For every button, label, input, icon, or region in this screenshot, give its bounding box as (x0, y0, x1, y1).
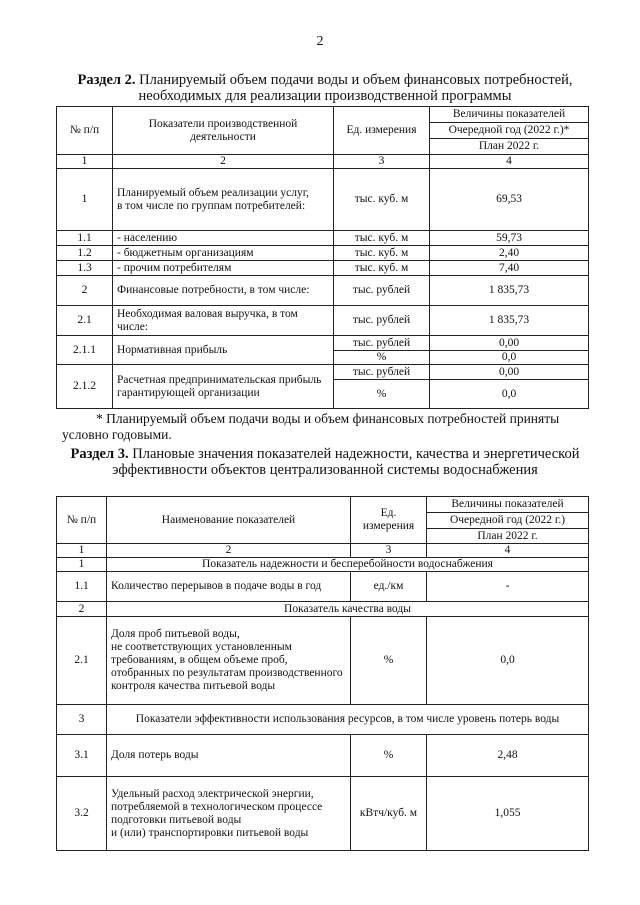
row-unit: кВтч/куб. м (351, 777, 427, 851)
row-unit: % (351, 617, 427, 705)
row-num: 2.1.2 (57, 365, 113, 409)
section-2-title-bold: Раздел 2. (77, 72, 136, 88)
col-number-4: 4 (430, 155, 589, 169)
table-row (57, 572, 589, 602)
group-title: Показатель надежности и бесперебойности водоснабжения (107, 558, 589, 572)
col-number-4: 4 (427, 544, 589, 558)
row-unit: тыс. куб. м (334, 246, 430, 261)
header-values: Величины показателей (430, 107, 589, 123)
table-row (57, 261, 589, 276)
col-number-2: 2 (113, 155, 334, 169)
col-number-3: 3 (351, 544, 427, 558)
table-row (57, 231, 589, 246)
table-row (57, 306, 589, 336)
header-num: № п/п (57, 497, 107, 544)
row-value: 0,00 (430, 365, 589, 380)
row-num: 2.1 (57, 617, 107, 705)
row-unit: тыс. рублей (334, 306, 430, 336)
header-unit: Ед. измерения (351, 497, 427, 544)
indicators-table (56, 496, 589, 851)
group-row (57, 602, 589, 617)
group-num: 3 (57, 705, 107, 735)
row-value: 1,055 (427, 777, 589, 851)
header-year: Очередной год (2022 г.) (427, 513, 589, 529)
section-2-title (40, 72, 610, 104)
row-name: Расчетная предпринимательская прибыль гарантирующей организации (113, 365, 334, 409)
header-indicator: Наименование показателей (107, 497, 351, 544)
row-value: 59,73 (430, 231, 589, 246)
header-plan: План 2022 г. (427, 529, 589, 544)
row-unit: тыс. рублей (334, 276, 430, 306)
row-num: 2 (57, 276, 113, 306)
col-number-1: 1 (57, 544, 107, 558)
row-value: 0,00 (430, 336, 589, 351)
row-num: 1.2 (57, 246, 113, 261)
header-plan: План 2022 г. (430, 139, 589, 155)
row-name: Доля проб питьевой воды, не соответствующих установленным требованиям, в общем объеме проб, отобранных по результатам производственного контроля качества питьевой воды (107, 617, 351, 705)
row-num: 3.2 (57, 777, 107, 851)
row-value: 0,0 (427, 617, 589, 705)
col-number-1: 1 (57, 155, 113, 169)
table-row (57, 246, 589, 261)
row-unit: % (334, 351, 430, 365)
header-year: Очередной год (2022 г.)* (430, 123, 589, 139)
row-unit: тыс. рублей (334, 365, 430, 380)
row-num: 1 (57, 169, 113, 231)
group-title: Показатели эффективности использования ресурсов, в том числе уровень потерь воды (107, 705, 589, 735)
row-name: Нормативная прибыль (113, 336, 334, 365)
section-2-title-text: Планируемый объем подачи воды и объем финансовых потребностей, необходимых для реализации производственной программы (135, 72, 573, 104)
row-value: 0,0 (430, 380, 589, 409)
table-row (57, 735, 589, 777)
row-value: 2,48 (427, 735, 589, 777)
group-num: 1 (57, 558, 107, 572)
row-name: - населению (113, 231, 334, 246)
table-row (57, 169, 589, 231)
table-row (57, 617, 589, 705)
section-3-title-bold: Раздел 3. (70, 446, 129, 462)
header-num: № п/п (57, 107, 113, 155)
row-unit: тыс. куб. м (334, 169, 430, 231)
section-3-title-text: Плановые значения показателей надежности, качества и энергетической эффективности объектов централизованной системы водоснабжения (112, 446, 580, 478)
table-row (57, 336, 589, 351)
row-value: 1 835,73 (430, 306, 589, 336)
row-unit: тыс. куб. м (334, 231, 430, 246)
table-row (57, 777, 589, 851)
row-unit: тыс. рублей (334, 336, 430, 351)
col-number-2: 2 (107, 544, 351, 558)
row-num: 1.1 (57, 231, 113, 246)
row-value: 69,53 (430, 169, 589, 231)
group-row (57, 558, 589, 572)
production-program-table (56, 106, 589, 409)
row-unit: % (351, 735, 427, 777)
header-indicator: Показатели производственной деятельности (113, 107, 334, 155)
header-values: Величины показателей (427, 497, 589, 513)
row-unit: тыс. куб. м (334, 261, 430, 276)
row-name: Удельный расход электрической энергии, потребляемой в технологическом процессе подготовки питьевой воды и (или) транспортировки питьевой воды (107, 777, 351, 851)
row-name: Планируемый объем реализации услуг, в том числе по группам потребителей: (113, 169, 334, 231)
footnote: * Планируемый объем подачи воды и объем финансовых потребностей приняты условно годовыми. (62, 411, 560, 442)
row-value: - (427, 572, 589, 602)
col-number-3: 3 (334, 155, 430, 169)
page-number: 2 (316, 34, 324, 49)
row-unit: ед./км (351, 572, 427, 602)
row-num: 2.1 (57, 306, 113, 336)
row-name: Доля потерь воды (107, 735, 351, 777)
header-unit: Ед. измерения (334, 107, 430, 155)
row-value: 2,40 (430, 246, 589, 261)
group-title: Показатель качества воды (107, 602, 589, 617)
row-num: 1.3 (57, 261, 113, 276)
section-3-title (40, 446, 610, 478)
row-value: 1 835,73 (430, 276, 589, 306)
row-name: - прочим потребителям (113, 261, 334, 276)
row-num: 1.1 (57, 572, 107, 602)
row-num: 2.1.1 (57, 336, 113, 365)
table-row (57, 365, 589, 380)
row-name: Необходимая валовая выручка, в том числе: (113, 306, 334, 336)
group-row (57, 705, 589, 735)
row-name: Количество перерывов в подаче воды в год (107, 572, 351, 602)
row-value: 7,40 (430, 261, 589, 276)
row-num: 3.1 (57, 735, 107, 777)
group-num: 2 (57, 602, 107, 617)
table-row (57, 276, 589, 306)
row-unit: % (334, 380, 430, 409)
row-name: - бюджетным организациям (113, 246, 334, 261)
row-value: 0,0 (430, 351, 589, 365)
row-name: Финансовые потребности, в том числе: (113, 276, 334, 306)
